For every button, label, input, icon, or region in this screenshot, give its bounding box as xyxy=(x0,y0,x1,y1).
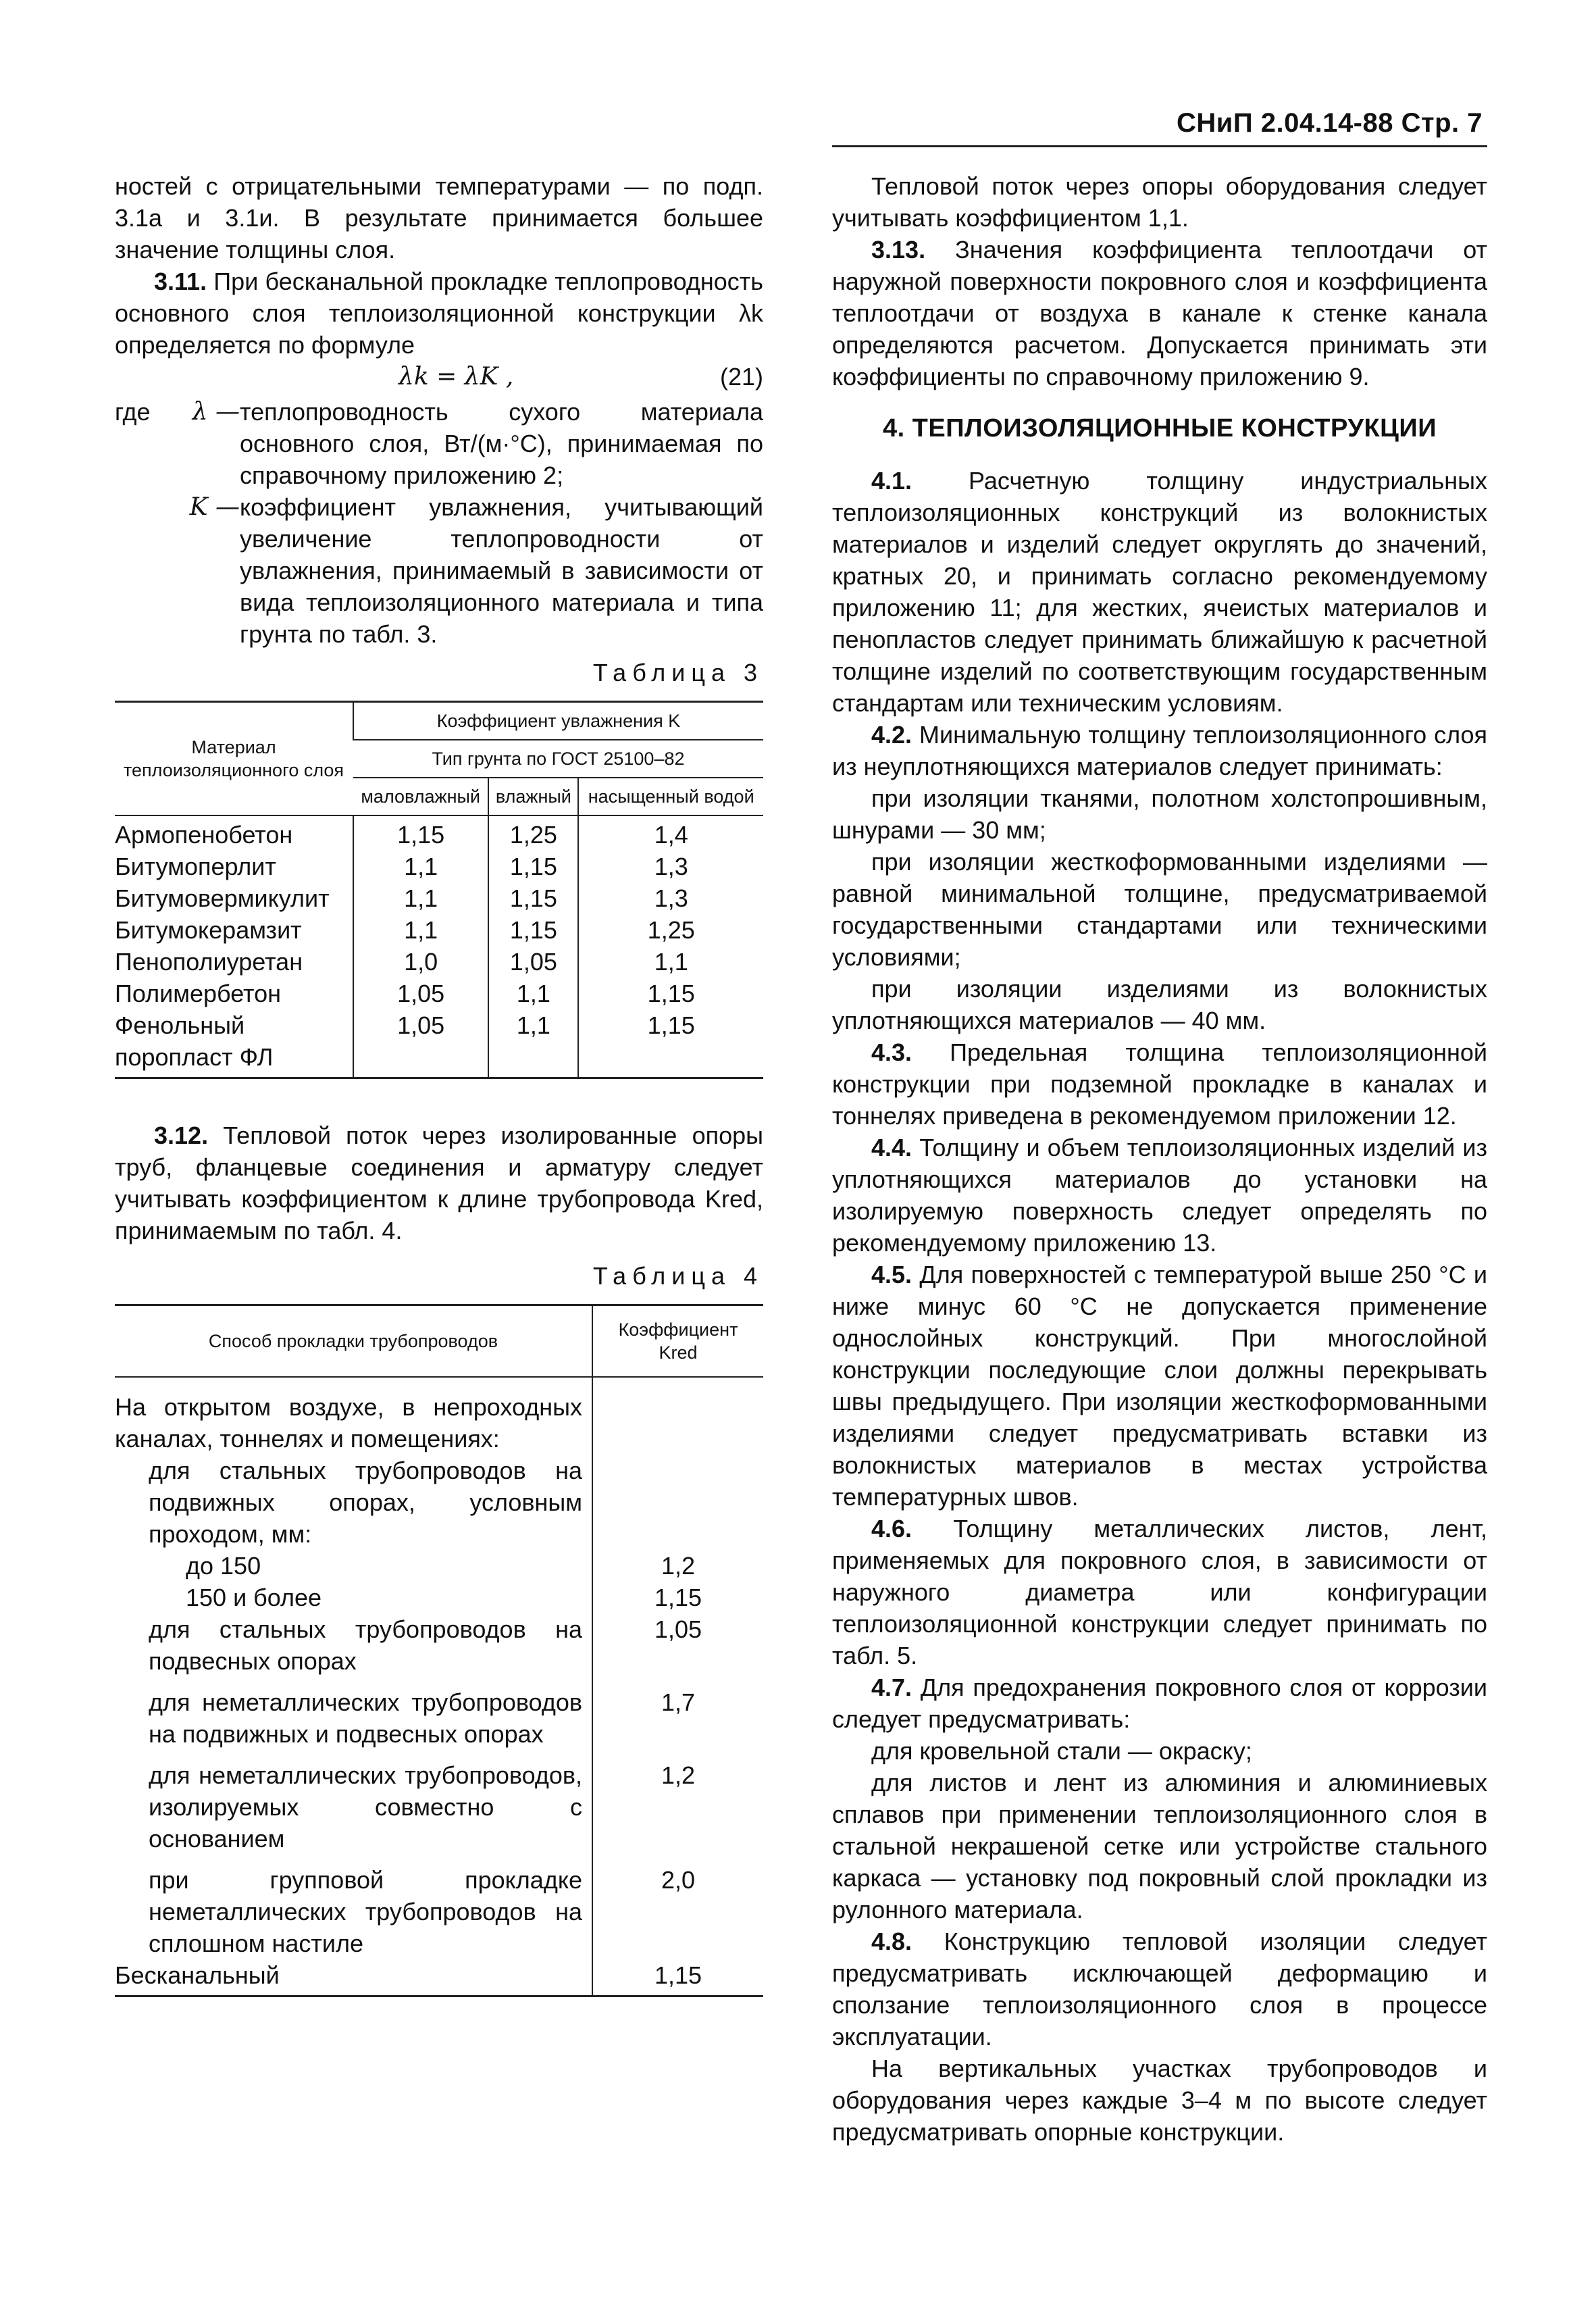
table-3 xyxy=(115,701,763,1079)
value-cell: 1,15 xyxy=(578,1009,763,1078)
where-block xyxy=(115,396,763,650)
kred-cell: 1,05 xyxy=(592,1613,763,1677)
clause-text: Минимальную толщину теплоизоляционного слоя из неуплотняющихся материалов следует принимать: xyxy=(832,721,1487,780)
kred-cell: 1,2 xyxy=(592,1750,763,1855)
paragraph-3-12 xyxy=(115,1120,763,1247)
table-header-material: Материал теплоизоляционного слоя xyxy=(115,702,353,816)
paragraph-4-7-a: для кровельной стали — окраску; xyxy=(871,1737,1252,1765)
value-cell: 1,15 xyxy=(488,914,578,946)
header-rule xyxy=(832,145,1487,147)
value-cell: 1,25 xyxy=(578,914,763,946)
kred-cell: 2,0 xyxy=(592,1855,763,1959)
paragraph-3-11 xyxy=(115,266,763,361)
value-cell: 1,05 xyxy=(488,946,578,978)
table-row xyxy=(115,1613,763,1677)
where-item-lambda xyxy=(192,396,763,491)
table-header-method: Способ прокладки трубопроводов xyxy=(115,1305,592,1378)
kred-cell: 1,15 xyxy=(592,1959,763,1996)
table-4 xyxy=(115,1304,763,1997)
table-row xyxy=(115,1677,763,1750)
value-cell: 1,3 xyxy=(578,851,763,882)
right-column xyxy=(832,170,1487,2148)
table-row xyxy=(115,978,763,1009)
formula-expression: λk = λK , xyxy=(398,363,514,391)
paragraph-4-2-b: при изоляции жесткоформованными изделиями — равной минимальной толщине, предусматриваемой государственными стандартами или техническими условиями; xyxy=(832,848,1487,971)
value-cell: 1,25 xyxy=(488,815,578,851)
method-cell: при групповой прокладке неметаллических трубопроводов на сплошном настиле xyxy=(149,1866,582,1957)
kred-cell: 1,7 xyxy=(592,1677,763,1750)
clause-text: Толщину и объем теплоизоляционных изделий из уплотняющихся материалов до установки на изолируемую поверхность следует определять по рекомендуемому приложению 13. xyxy=(832,1134,1487,1257)
value-cell: 1,05 xyxy=(353,1009,488,1078)
value-cell: 1,1 xyxy=(488,978,578,1009)
clause-text: Для предохранения покровного слоя от коррозии следует предусматривать: xyxy=(832,1674,1487,1733)
table-row xyxy=(115,1009,763,1078)
method-cell: для неметаллических трубопроводов, изолируемых совместно с основанием xyxy=(149,1761,582,1853)
value-cell: 1,1 xyxy=(488,1009,578,1078)
table-row xyxy=(115,1455,763,1550)
material-cell: Полимербетон xyxy=(115,980,282,1007)
method-cell: до 150 xyxy=(186,1552,261,1580)
clause-text: Тепловой поток через изолированные опоры труб, фланцевые соединения и арматуру следует учитывать коэффициентом к длине трубопровода Kred, принимаемым по табл. 4. xyxy=(115,1122,763,1244)
value-cell: 1,1 xyxy=(353,882,488,914)
clause-text: Значения коэффициента теплоотдачи от наружной поверхности покровного слоя и коэффициента теплоотдачи от воздуха в канале к стенке канала определяются расчетом. Допускается принимать эти коэффициенты по справочному приложению 9. xyxy=(832,236,1487,391)
table-row xyxy=(115,1377,763,1455)
clause-text: Толщину металлических листов, лент, применяемых для покровного слоя, в зависимости от наружного диаметра или конфигурации теплоизоляционной конструкции следует принимать по табл. 5. xyxy=(832,1515,1487,1669)
table-row xyxy=(115,882,763,914)
clause-number: 4.6. xyxy=(871,1515,912,1542)
paragraph-4-2 xyxy=(832,719,1487,782)
material-cell: Фенольный поропласт ФЛ xyxy=(115,1009,353,1078)
method-cell: На открытом воздухе, в непроходных каналах, тоннелях и помещениях: xyxy=(115,1393,582,1453)
clause-number: 3.11. xyxy=(154,268,207,295)
paragraph-3-13 xyxy=(832,234,1487,393)
table-header-soil-type: Тип грунта по ГОСТ 25100–82 xyxy=(353,740,763,778)
where-symbol: λ — xyxy=(192,398,240,426)
material-cell: Битумовермикулит xyxy=(115,884,330,912)
clause-text: При бесканальной прокладке теплопроводность основного слоя теплоизоляционной конструкции λk определяется по формуле xyxy=(115,268,763,359)
table-header-moist: влажный xyxy=(488,778,578,815)
paragraph-4-5 xyxy=(832,1259,1487,1513)
section-title: 4. ТЕПЛОИЗОЛЯЦИОННЫЕ КОНСТРУКЦИИ xyxy=(882,414,1437,443)
value-cell: 1,3 xyxy=(578,882,763,914)
table-header-low-moisture: маловлажный xyxy=(353,778,488,815)
table-row xyxy=(115,1750,763,1855)
material-cell: Битумоперлит xyxy=(115,853,276,880)
value-cell: 1,1 xyxy=(353,914,488,946)
clause-number: 4.5. xyxy=(871,1261,912,1288)
method-cell: Бесканальный xyxy=(115,1959,592,1996)
paragraph-4-2-a: при изоляции тканями, полотном холстопрошивным, шнурами — 30 мм; xyxy=(832,784,1487,844)
table-row xyxy=(115,1582,763,1613)
clause-number: 4.8. xyxy=(871,1928,912,1955)
clause-number: 4.1. xyxy=(871,467,912,495)
table-row xyxy=(115,815,763,851)
clause-number: 3.13. xyxy=(871,236,926,263)
where-word: где xyxy=(115,398,151,426)
value-cell: 1,15 xyxy=(488,851,578,882)
clause-number: 4.4. xyxy=(871,1134,912,1161)
value-cell: 1,1 xyxy=(578,946,763,978)
value-cell: 1,15 xyxy=(353,815,488,851)
left-column xyxy=(115,170,763,1997)
kred-cell xyxy=(592,1455,763,1550)
clause-number: 4.3. xyxy=(871,1038,912,1066)
page-header: СНиП 2.04.14-88 Стр. 7 xyxy=(1177,108,1483,138)
where-definition: теплопроводность сухого материала основного слоя, Вт/(м·°С), принимаемая по справочному приложению 2; xyxy=(240,398,763,489)
paragraph-4-6 xyxy=(832,1513,1487,1671)
paragraph-4-7-b: для листов и лент из алюминия и алюминиевых сплавов при применении теплоизоляционного слоя в стальной некрашеной сетке или устройстве стального каркаса — установку под покровный слой прокладки из рулонного материала. xyxy=(832,1769,1487,1923)
paragraph-4-1 xyxy=(832,465,1487,719)
method-cell: 150 и более xyxy=(186,1584,322,1611)
value-cell: 1,0 xyxy=(353,946,488,978)
table-header-saturated: насыщенный водой xyxy=(578,778,763,815)
value-cell: 1,05 xyxy=(353,978,488,1009)
method-cell: для стальных трубопроводов на подвижных опорах, условным проходом, мм: xyxy=(149,1457,582,1548)
where-symbol: K — xyxy=(189,493,240,521)
paragraph-4-8-b: На вертикальных участках трубопроводов и оборудования через каждые 3–4 м по высоте следует предусматривать опорные конструкции. xyxy=(832,2055,1487,2146)
value-cell: 1,4 xyxy=(578,815,763,851)
table-row xyxy=(115,1855,763,1959)
table-row xyxy=(115,1550,763,1582)
material-cell: Битумокерамзит xyxy=(115,916,302,944)
kred-cell xyxy=(592,1377,763,1455)
kred-cell: 1,2 xyxy=(592,1550,763,1582)
where-item-k xyxy=(189,491,763,650)
paragraph-4-8 xyxy=(832,1926,1487,2053)
value-cell: 1,1 xyxy=(353,851,488,882)
material-cell: Пенополиуретан xyxy=(115,948,303,976)
paragraph-continuation: ностей с отрицательными температурами — по подп. 3.1а и 3.1и. В результате принимается большее значение толщины слоя. xyxy=(115,172,763,263)
table-row xyxy=(115,851,763,882)
formula-number: (21) xyxy=(719,363,763,391)
table-4-caption: Таблица 4 xyxy=(592,1262,763,1290)
table-header-coefficient: Коэффициент увлажнения K xyxy=(353,702,763,740)
formula-21 xyxy=(115,361,763,396)
method-cell: для стальных трубопроводов на подвесных опорах xyxy=(149,1615,582,1675)
value-cell: 1,15 xyxy=(488,882,578,914)
material-cell: Армопенобетон xyxy=(115,821,293,849)
clause-text: Конструкцию тепловой изоляции следует предусматривать исключающей деформацию и сползание теплоизоляционного слоя в процессе эксплуатации. xyxy=(832,1928,1487,2051)
table-3-caption: Таблица 3 xyxy=(592,659,763,686)
clause-text: Расчетную толщину индустриальных теплоизоляционных конструкций из волокнистых материалов и изделий следует округлять до значений, кратных 20, и принимать согласно рекомендуемому приложению 11; для жестких, ячеистых материалов и пенопластов следует принимать ближайшую к расчетной толщине изделий по соответствующим государственным стандартам или техническим условиям. xyxy=(832,467,1487,717)
kred-cell: 1,15 xyxy=(592,1582,763,1613)
where-definition: коэффициент увлажнения, учитывающий увеличение теплопроводности от увлажнения, принимаемый в зависимости от вида теплоизоляционного материала и типа грунта по табл. 3. xyxy=(240,493,763,648)
paragraph-4-7 xyxy=(832,1671,1487,1735)
paragraph-4-3 xyxy=(832,1036,1487,1132)
table-row xyxy=(115,914,763,946)
clause-number: 4.7. xyxy=(871,1674,912,1701)
method-cell: для неметаллических трубопроводов на подвижных и подвесных опорах xyxy=(149,1688,582,1748)
clause-text: Предельная толщина теплоизоляционной конструкции при подземной прокладке в каналах и тоннелях приведена в рекомендуемом приложении 12. xyxy=(832,1038,1487,1130)
paragraph-4-4 xyxy=(832,1132,1487,1259)
clause-number: 3.12. xyxy=(154,1122,209,1149)
table-header-kred: Коэффициент Kred xyxy=(592,1305,763,1378)
clause-text: Для поверхностей с температурой выше 250 °С и ниже минус 60 °С не допускается применение однослойных конструкций. При многослойной конструкции последующие слои должны перекрывать швы предыдущего. При изоляции жесткоформованными изделиями следует предусматривать вставки из волокнистых материалов в местах устройства температурных швов. xyxy=(832,1261,1487,1511)
paragraph-4-2-c: при изоляции изделиями из волокнистых уплотняющихся материалов — 40 мм. xyxy=(832,975,1487,1034)
clause-number: 4.2. xyxy=(871,721,912,749)
paragraph-support-flow: Тепловой поток через опоры оборудования следует учитывать коэффициентом 1,1. xyxy=(832,172,1487,232)
table-row xyxy=(115,1959,763,1996)
value-cell: 1,15 xyxy=(578,978,763,1009)
table-row xyxy=(115,946,763,978)
